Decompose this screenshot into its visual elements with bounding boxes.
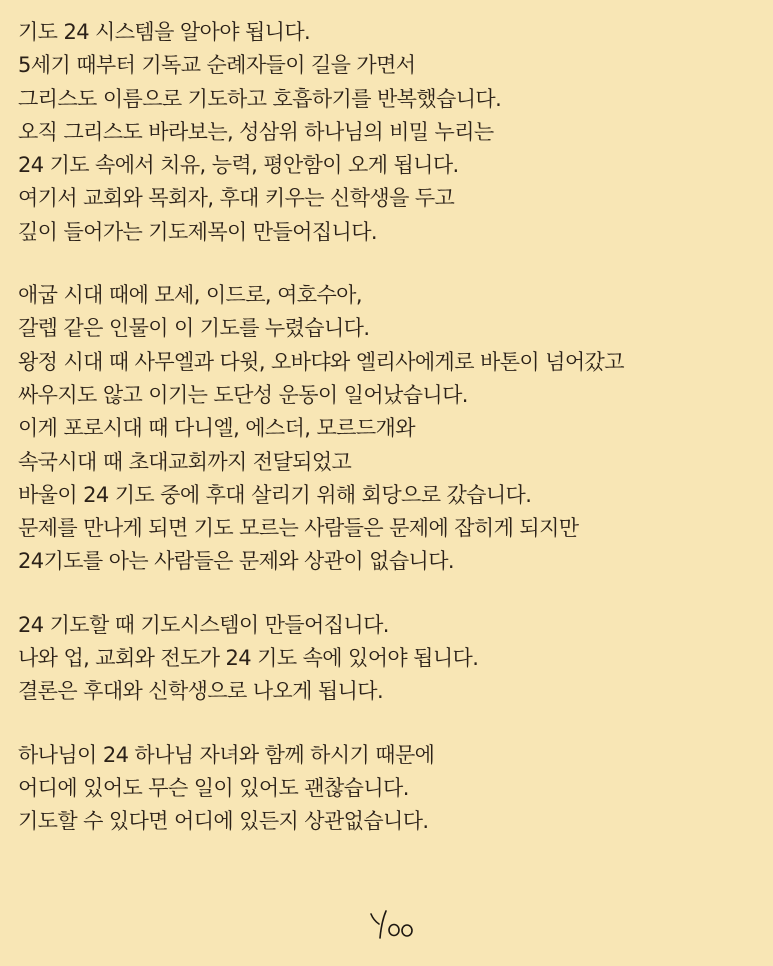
paragraph-gap bbox=[18, 579, 758, 609]
text-line: 어디에 있어도 무슨 일이 있어도 괜찮습니다. bbox=[18, 775, 409, 800]
text-line: 깊이 들어가는 기도제목이 만들어집니다. bbox=[18, 219, 377, 244]
text-line: 속국시대 때 초대교회까지 전달되었고 bbox=[18, 449, 352, 474]
paragraph-1 bbox=[18, 16, 758, 249]
document-body bbox=[18, 16, 758, 839]
text-line: 그리스도 이름으로 기도하고 호흡하기를 반복했습니다. bbox=[18, 86, 502, 111]
text-line: 5세기 때부터 기독교 순례자들이 길을 가면서 bbox=[18, 53, 416, 78]
text-line: 24 기도할 때 기도시스템이 만들어집니다. bbox=[18, 612, 389, 637]
text-line: 나와 업, 교회와 전도가 24 기도 속에 있어야 됩니다. bbox=[18, 646, 479, 671]
text-line: 왕정 시대 때 사무엘과 다윗, 오바댜와 엘리사에게로 바톤이 넘어갔고 bbox=[18, 349, 624, 374]
text-line: 문제를 만나게 되면 기도 모르는 사람들은 문제에 잡히게 되지만 bbox=[18, 516, 579, 541]
text-line: 기도 24 시스템을 알아야 됩니다. bbox=[18, 20, 311, 44]
text-line: 하나님이 24 하나님 자녀와 함께 하시기 때문에 bbox=[18, 742, 435, 767]
paragraph-gap bbox=[18, 709, 758, 739]
paragraph-3 bbox=[18, 609, 758, 709]
text-line: 결론은 후대와 신학생으로 나오게 됩니다. bbox=[18, 679, 384, 704]
text-line: 24기도를 아는 사람들은 문제와 상관이 없습니다. bbox=[18, 549, 455, 574]
paragraph-4 bbox=[18, 739, 758, 839]
text-line: 기도할 수 있다면 어디에 있든지 상관없습니다. bbox=[18, 809, 429, 834]
paragraph-2 bbox=[18, 279, 758, 579]
text-line: 갈렙 같은 인물이 이 기도를 누렸습니다. bbox=[18, 316, 370, 341]
text-line: 여기서 교회와 목회자, 후대 키우는 신학생을 두고 bbox=[18, 186, 455, 211]
text-line: 이게 포로시대 때 다니엘, 에스더, 모르드개와 bbox=[18, 416, 415, 441]
text-line: 싸우지도 않고 이기는 도단성 운동이 일어났습니다. bbox=[18, 382, 468, 407]
text-line: 오직 그리스도 바라보는, 성삼위 하나님의 비밀 누리는 bbox=[18, 119, 494, 144]
paragraph-gap bbox=[18, 249, 758, 279]
text-line: 애굽 시대 때에 모세, 이드로, 여호수아, bbox=[18, 283, 362, 308]
text-line: 바울이 24 기도 중에 후대 살리기 위해 회당으로 갔습니다. bbox=[18, 482, 532, 507]
text-line: 24 기도 속에서 치유, 능력, 평안함이 오게 됩니다. bbox=[18, 153, 459, 178]
signature-yoo bbox=[367, 905, 427, 945]
